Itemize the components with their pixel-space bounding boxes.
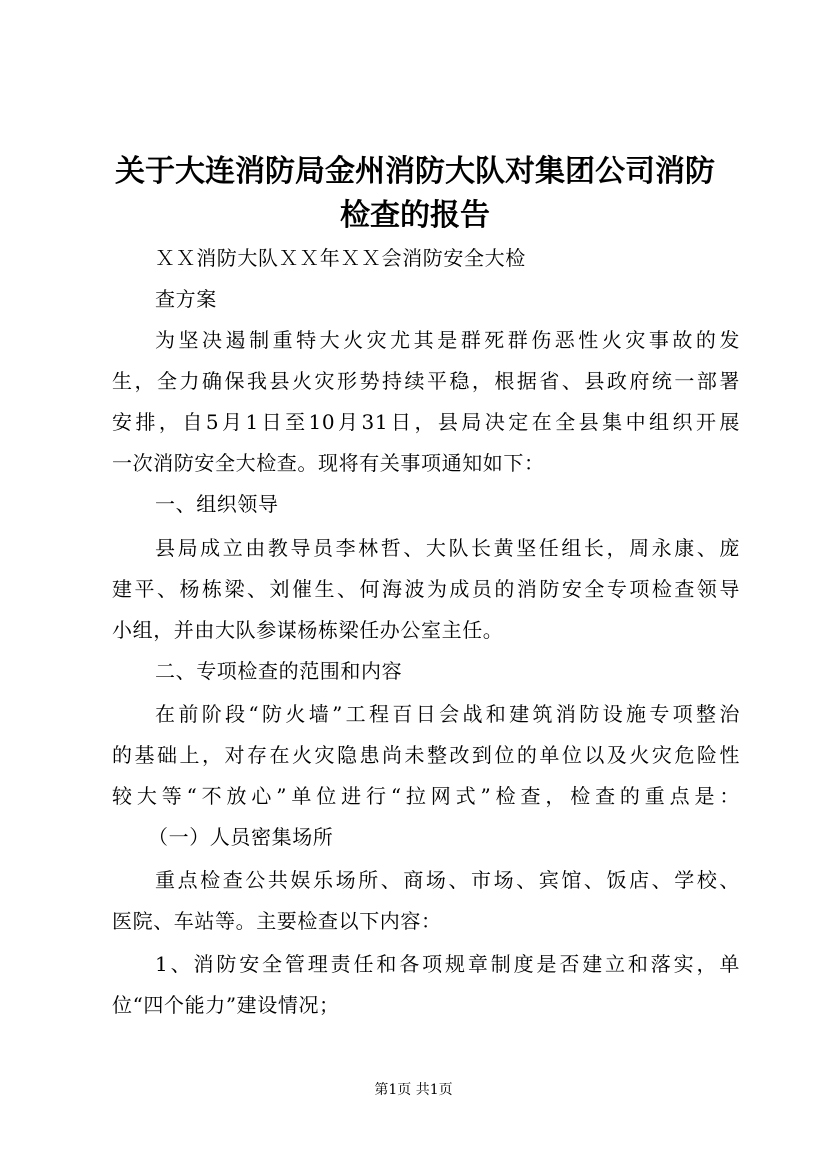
section-heading: 一、组织领导 — [155, 492, 279, 516]
paragraph-line: 一次消防安全大检查。现将有关事项通知如下： — [112, 451, 545, 475]
subsection-heading: （一）人员密集场所 — [148, 825, 334, 849]
paragraph-line: 县局成立由教导员李林哲、大队长黄坚任组长，周永康、庞 — [155, 536, 740, 560]
subtitle-line-1: ＸＸ消防大队ＸＸ年ＸＸ会消防安全大检 — [155, 246, 526, 270]
paragraph-line: 医院、车站等。主要检查以下内容： — [112, 909, 442, 933]
paragraph-line: 生，全力确保我县火灾形势持续平稳，根据省、县政府统一部署 — [112, 369, 740, 393]
document-title-line-2: 检查的报告 — [340, 198, 490, 233]
paragraph-line: 为坚决遏制重特大火灾尤其是群死群伤恶性火灾事故的发 — [155, 328, 740, 352]
paragraph-line: 的基础上，对存在火灾隐患尚未整改到位的单位以及火灾危险性 — [112, 743, 740, 767]
paragraph-line: 较大等“不放心”单位进行“拉网式”检查，检查的重点是： — [112, 784, 740, 808]
paragraph-line: 建平、杨栋梁、刘催生、何海波为成员的消防安全专项检查领导 — [112, 577, 740, 601]
paragraph-line: 1、消防安全管理责任和各项规章制度是否建立和落实，单 — [155, 952, 740, 976]
paragraph-line: 在前阶段“防火墙”工程百日会战和建筑消防设施专项整治 — [155, 702, 740, 726]
paragraph-line: 小组，并由大队参谋杨栋梁任办公室主任。 — [112, 618, 504, 642]
section-heading: 二、专项检查的范围和内容 — [155, 659, 403, 683]
document-title-line-1: 关于大连消防局金州消防大队对集团公司消防 — [115, 154, 715, 189]
page-number-footer: 第1页 共1页 — [374, 1082, 453, 1098]
paragraph-line: 安排，自5月1日至10月31日，县局决定在全县集中组织开展 — [112, 410, 740, 434]
paragraph-line: 重点检查公共娱乐场所、商场、市场、宾馆、饭店、学校、 — [155, 868, 740, 892]
paragraph-line: 位“四个能力”建设情况； — [112, 993, 340, 1017]
subtitle-line-2: 查方案 — [155, 287, 217, 311]
